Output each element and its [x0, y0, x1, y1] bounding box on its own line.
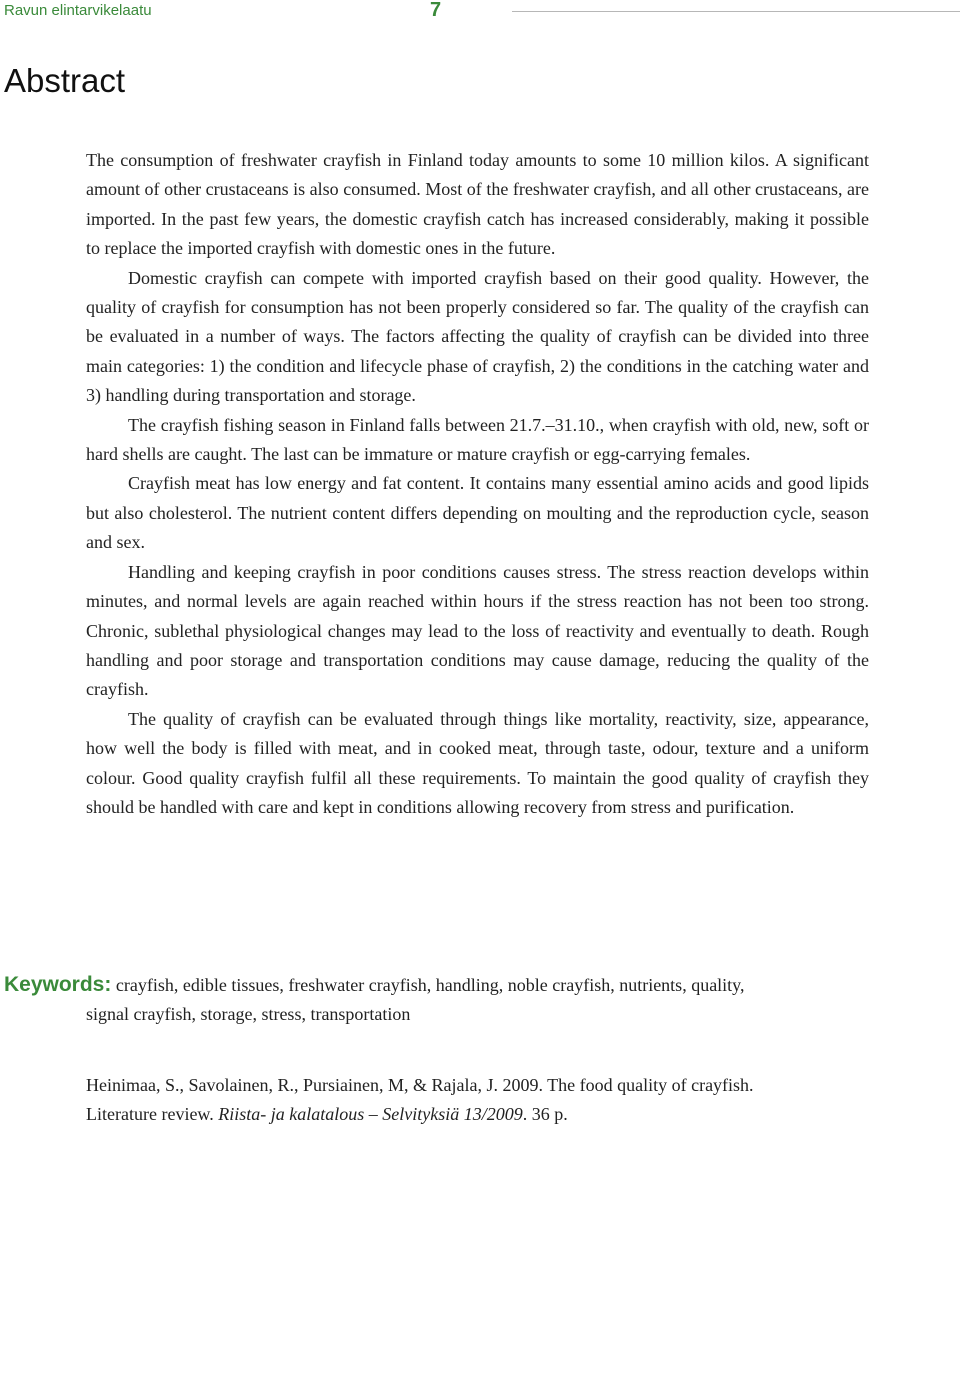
header-rule [512, 11, 960, 12]
keywords-line-1 [4, 970, 869, 1000]
section-title: Abstract [4, 62, 126, 99]
page-number: 7 [430, 0, 442, 21]
citation-suffix: . 36 p. [522, 1104, 568, 1125]
abstract-paragraph: The consumption of freshwater crayfish in Finland today amounts to some 10 million kilos. A significant amount of other crustaceans is also consumed. Most of the freshwater crayfish, and all other crustaceans, are imported. In the past few years, the domestic crayfish catch has increased considerably, making it possible to replace the imported crayfish with domestic ones in the future. [86, 150, 869, 259]
abstract-body [86, 146, 869, 822]
running-title: Ravun elintarvikelaatu [4, 2, 152, 19]
keywords-label: Keywords: [4, 973, 112, 996]
citation-series: Riista- ja kalatalous – Selvityksiä 13/2009 [218, 1104, 523, 1125]
citation-line-1: Heinimaa, S., Savolainen, R., Pursiainen, M, & Rajala, J. 2009. The food quality of crayfish. [86, 1075, 754, 1095]
abstract-paragraph: Handling and keeping crayfish in poor conditions causes stress. The stress reaction develops within minutes, and normal levels are again reached within hours if the stress reaction has not been too strong. Chronic, sublethal physiological changes may lead to the loss of reactivity and eventually to death. Rough handling and poor storage and transportation conditions may cause damage, reducing the quality of the crayfish. [86, 561, 869, 700]
keywords-text-1: crayfish, edible tissues, freshwater crayfish, handling, noble crayfish, nutrients, quality, [115, 975, 745, 995]
citation-prefix: Literature review. [86, 1104, 219, 1125]
citation [86, 1071, 886, 1130]
abstract-paragraph: Crayfish meat has low energy and fat content. It contains many essential amino acids and good lipids but also cholesterol. The nutrient content differs depending on moulting and the reproduction cycle, season and sex. [86, 473, 869, 553]
keywords-line-2 [4, 1000, 869, 1029]
abstract-paragraph: The quality of crayfish can be evaluated through things like mortality, reactivity, size, appearance, how well the body is filled with meat, and in cooked meat, through taste, odour, texture and a uniform colour. Good quality crayfish fulfil all these requirements. To maintain the good quality of crayfish they should be handled with care and kept in conditions allowing recovery from stress and purification. [86, 708, 869, 817]
running-header [0, 0, 960, 26]
citation-line-2 [86, 1100, 886, 1129]
keywords-text-2: signal crayfish, storage, stress, transportation [86, 1004, 411, 1025]
abstract-paragraph: The crayfish fishing season in Finland falls between 21.7.–31.10., when crayfish with old, new, soft or hard shells are caught. The last can be immature or mature crayfish or egg-carrying females. [86, 414, 869, 465]
keywords-block [4, 970, 869, 1030]
abstract-paragraph: Domestic crayfish can compete with imported crayfish based on their good quality. However, the quality of crayfish for consumption has not been properly considered so far. The quality of the crayfish can be evaluated in a number of ways. The factors affecting the quality of crayfish can be divided into three main categories: 1) the condition and lifecycle phase of crayfish, 2) the conditions in the catching water and 3) handling during transportation and storage. [86, 267, 869, 406]
